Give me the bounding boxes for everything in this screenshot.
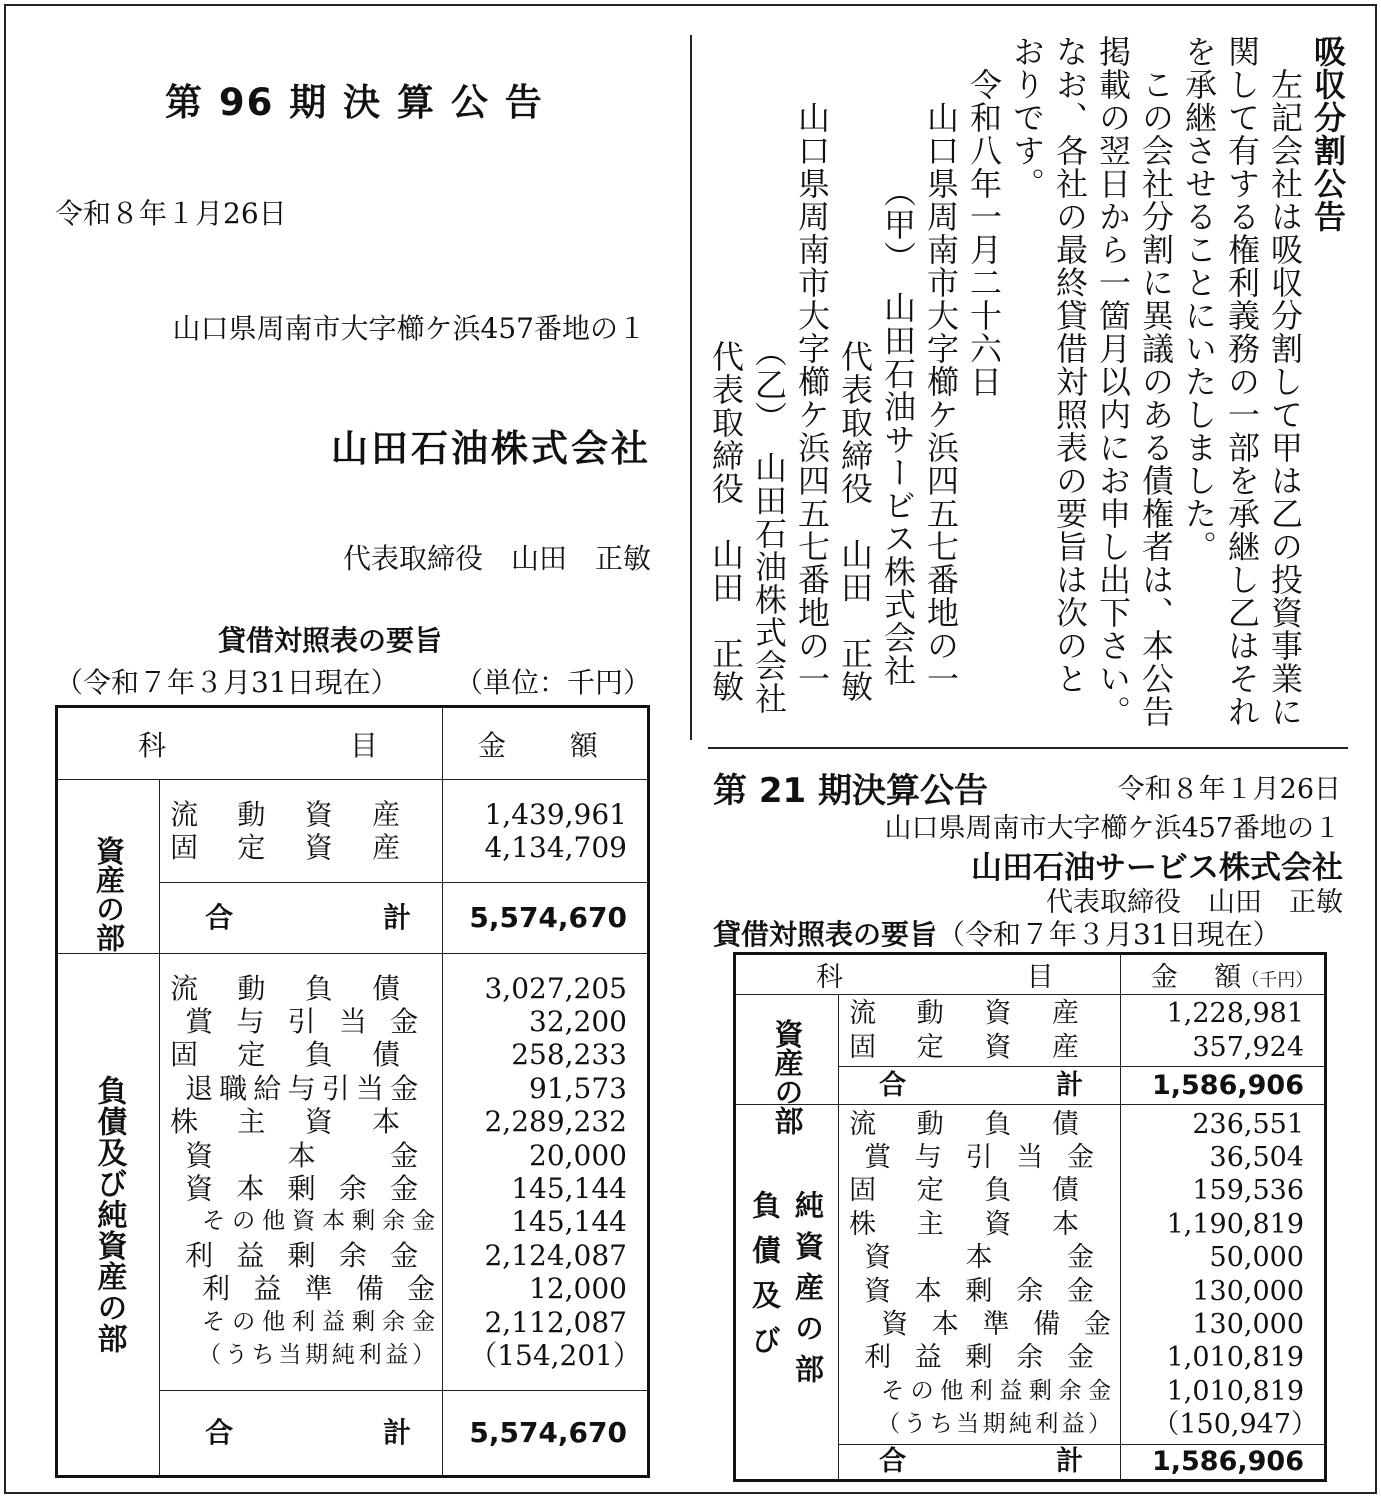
right-table-header-item-a: 科 bbox=[816, 962, 843, 993]
notice-rep-a: 代表取締役 山田 正敏 bbox=[836, 340, 874, 703]
assets-values bbox=[442, 780, 648, 883]
left-table-header-item-b: 目 bbox=[349, 728, 378, 762]
right-table-header-amount-a: 金 bbox=[1150, 962, 1178, 993]
right-table-liab-total-a: 合 bbox=[879, 1446, 907, 1478]
right-table-liab-label-b: 純資産の部 bbox=[791, 1189, 826, 1395]
assets-items bbox=[839, 995, 1121, 1067]
right-table-liabilities-1-label: 賞与引当金 bbox=[864, 1141, 1095, 1173]
notice-address-a: 山口県周南市大字櫛ケ浜四五七番地の一 bbox=[922, 101, 960, 695]
right-table-liabilities-5-value: 130,000 bbox=[1192, 1275, 1304, 1307]
right-table-assets-total: 1,586,906 bbox=[1151, 1069, 1304, 1101]
liabilities-section-label bbox=[735, 1105, 839, 1481]
right-table-liabilities-3-value: 1,190,819 bbox=[1166, 1208, 1304, 1240]
left-table-assets-total-a: 合 bbox=[205, 901, 234, 935]
header-item bbox=[57, 707, 443, 780]
liabilities-section-label bbox=[57, 954, 160, 1477]
section-divider bbox=[708, 747, 1348, 749]
left-table-assets-0-label: 流動資産 bbox=[170, 797, 401, 831]
left-balance-sheet bbox=[55, 705, 650, 1478]
right-table-liabilities-5-label: 資本剰余金 bbox=[864, 1275, 1095, 1307]
left-table-liab-total: 5,574,670 bbox=[469, 1416, 627, 1450]
assets-total-value bbox=[1120, 1067, 1325, 1105]
notice-line: なお、各社の最終貸借対照表の要旨は次のと bbox=[1051, 35, 1089, 695]
right-title: 第 21 期決算公告 bbox=[713, 771, 988, 811]
absorption-split-notice bbox=[704, 35, 1349, 735]
right-table-liabilities-6-value: 130,000 bbox=[1192, 1308, 1304, 1340]
left-table-assets-1-label: 固定資産 bbox=[170, 831, 401, 864]
liabilities-values bbox=[442, 954, 648, 1391]
notice-title: 吸収分割公告 bbox=[1309, 35, 1347, 233]
left-table-liabilities-0-label: 流動負債 bbox=[170, 971, 401, 1005]
left-table-assets-0-value: 1,439,961 bbox=[484, 797, 627, 831]
notice-line: おりです。 bbox=[1008, 35, 1046, 200]
liabilities-total-label bbox=[160, 1391, 443, 1477]
left-table-liabilities-2-label: 固定負債 bbox=[170, 1038, 401, 1072]
right-table-header-item-b: 目 bbox=[1026, 962, 1054, 993]
left-table-liabilities-8-label: 利益剰余金 bbox=[185, 1238, 419, 1272]
notice-line: 左記会社は吸収分割して甲は乙の投資事業に bbox=[1266, 68, 1304, 728]
left-table-liabilities-3-label: 退職給与引当金 bbox=[185, 1071, 419, 1105]
left-table-liabilities-6-value: 145,144 bbox=[511, 1172, 627, 1205]
left-table-liabilities-7-label: その他資本剰余金 bbox=[202, 1208, 436, 1235]
notice-line: この会社分割に異議のある債権者は、本公告 bbox=[1137, 68, 1175, 728]
left-table-assets-label: 資産の部 bbox=[92, 835, 127, 952]
left-table-liabilities-1-label: 賞与引当金 bbox=[185, 1005, 419, 1039]
right-table-liab-label-a: 負債及び bbox=[748, 1189, 783, 1370]
left-table-assets-1-value: 4,134,709 bbox=[484, 831, 627, 864]
header-amount bbox=[442, 707, 648, 780]
right-table-header-amount-b: 額 bbox=[1214, 962, 1242, 993]
notice-rep-b: 代表取締役 山田 正敏 bbox=[707, 340, 745, 703]
left-table-liabilities-7-value: 145,144 bbox=[511, 1205, 627, 1239]
right-table-liabilities-2-value: 159,536 bbox=[1192, 1175, 1304, 1207]
left-table-liabilities-8-value: 2,124,087 bbox=[484, 1238, 627, 1272]
left-table-liab-label: 負債及び純資産の部 bbox=[91, 1075, 127, 1354]
right-bs-date: （令和７年３月31日現在） bbox=[937, 918, 1281, 951]
right-table-assets-total-b: 計 bbox=[1056, 1069, 1084, 1101]
left-table-assets-total: 5,574,670 bbox=[469, 901, 627, 935]
left-table-header-amount-b: 額 bbox=[569, 728, 598, 762]
right-table-assets-0-label: 流動資産 bbox=[849, 998, 1080, 1030]
right-table-liab-total-b: 計 bbox=[1056, 1446, 1084, 1478]
left-table-liabilities-9-value: 12,000 bbox=[529, 1272, 627, 1306]
right-bs-title: 貸借対照表の要旨 bbox=[713, 918, 938, 951]
left-table-liabilities-5-value: 20,000 bbox=[529, 1138, 627, 1172]
left-table-liabilities-1-value: 32,200 bbox=[529, 1005, 627, 1039]
notice-line: 掲載の翌日から一箇月以内にお申し出下さい。 bbox=[1094, 35, 1132, 728]
left-company: 山田石油株式会社 bbox=[331, 427, 651, 470]
assets-values bbox=[1120, 995, 1325, 1067]
left-table-liabilities-4-label: 株主資本 bbox=[170, 1105, 401, 1139]
left-table-liabilities-10-value: 2,112,087 bbox=[484, 1305, 627, 1339]
right-table-assets-0-value: 1,228,981 bbox=[1166, 998, 1304, 1030]
right-table-liabilities-3-label: 株主資本 bbox=[849, 1208, 1080, 1240]
left-table-liabilities-11-value: （154,201） bbox=[469, 1338, 641, 1372]
right-table-assets-total-a: 合 bbox=[879, 1069, 907, 1101]
left-table-liabilities-2-value: 258,233 bbox=[511, 1038, 627, 1072]
left-table-liabilities-4-value: 2,289,232 bbox=[484, 1105, 627, 1139]
right-table-liabilities-8-value: 1,010,819 bbox=[1166, 1375, 1304, 1407]
assets-items bbox=[160, 780, 443, 883]
right-table-assets-1-value: 357,924 bbox=[1192, 1031, 1304, 1063]
left-representative: 代表取締役 山田 正敏 bbox=[342, 542, 651, 575]
right-table-liabilities-1-value: 36,504 bbox=[1209, 1141, 1304, 1173]
notice-line: 関して有する権利義務の一部を承継し乙はそれ bbox=[1223, 35, 1261, 728]
left-bs-date: （令和７年３月31日現在） bbox=[55, 666, 399, 699]
liabilities-total-value bbox=[442, 1391, 648, 1477]
header-item bbox=[735, 954, 1121, 995]
header-amount bbox=[1120, 954, 1325, 995]
right-table-liabilities-0-value: 236,551 bbox=[1192, 1108, 1304, 1140]
left-table-liab-total-a: 合 bbox=[205, 1416, 234, 1450]
column-divider bbox=[690, 35, 692, 740]
assets-section-label bbox=[735, 995, 839, 1135]
left-table-header-item-a: 科 bbox=[138, 728, 167, 762]
right-table-liabilities-4-value: 50,000 bbox=[1209, 1242, 1304, 1274]
right-balance-sheet bbox=[733, 952, 1327, 1482]
liabilities-items bbox=[160, 954, 443, 1391]
right-table-liab-total: 1,586,906 bbox=[1151, 1446, 1304, 1478]
liabilities-values bbox=[1120, 1105, 1325, 1445]
notice-line: を承継させることにいたしました。 bbox=[1180, 35, 1218, 563]
assets-total-label bbox=[160, 883, 443, 954]
left-table-assets-total-b: 計 bbox=[383, 901, 412, 935]
right-table-liabilities-9-value: （150,947） bbox=[1152, 1409, 1318, 1441]
right-table-liabilities-6-label: 資本準備金 bbox=[881, 1308, 1112, 1340]
right-date: 令和８年１月26日 bbox=[1117, 774, 1341, 805]
right-table-unit: （千円） bbox=[1241, 970, 1314, 991]
notice-company-b: （乙） 山田石油株式会社 bbox=[750, 335, 788, 715]
right-table-liabilities-7-value: 1,010,819 bbox=[1166, 1342, 1304, 1374]
assets-section-label bbox=[57, 780, 160, 954]
left-table-header-amount-a: 金 bbox=[477, 728, 506, 762]
left-table-liabilities-11-label: （うち当期純利益） bbox=[198, 1341, 436, 1368]
right-table-assets-1-label: 固定資産 bbox=[849, 1031, 1080, 1063]
left-table-liabilities-5-label: 資本金 bbox=[185, 1138, 419, 1172]
notice-company-a: （甲） 山田石油サービス株式会社 bbox=[879, 175, 917, 687]
right-table-liabilities-0-label: 流動負債 bbox=[849, 1108, 1080, 1140]
left-table-liabilities-10-label: その他利益剰余金 bbox=[202, 1308, 436, 1335]
left-title: 第 96 期 決 算 公 告 bbox=[165, 81, 544, 124]
left-bs-unit: （単位：千円） bbox=[454, 666, 651, 699]
right-table-liabilities-4-label: 資本金 bbox=[864, 1242, 1095, 1274]
left-table-liabilities-3-value: 91,573 bbox=[529, 1071, 627, 1105]
liabilities-total-value bbox=[1120, 1445, 1325, 1481]
right-table-liabilities-9-label: （うち当期純利益） bbox=[877, 1411, 1112, 1438]
liabilities-total-label bbox=[839, 1445, 1121, 1481]
notice-date: 令和八年一月二十六日 bbox=[965, 68, 1003, 398]
right-bs-heading bbox=[713, 913, 1281, 953]
assets-total-value bbox=[442, 883, 648, 954]
left-address: 山口県周南市大字櫛ケ浜457番地の１ bbox=[172, 312, 646, 345]
right-company: 山田石油サービス株式会社 bbox=[971, 850, 1343, 886]
right-address: 山口県周南市大字櫛ケ浜457番地の１ bbox=[884, 813, 1341, 844]
left-table-liab-total-b: 計 bbox=[383, 1416, 412, 1450]
left-table-liabilities-0-value: 3,027,205 bbox=[484, 971, 627, 1005]
right-table-liabilities-2-label: 固定負債 bbox=[849, 1175, 1080, 1207]
left-bs-title: 貸借対照表の要旨 bbox=[218, 624, 443, 657]
liabilities-items bbox=[839, 1105, 1121, 1445]
left-table-liabilities-6-label: 資本剰余金 bbox=[185, 1172, 419, 1205]
right-table-liabilities-8-label: その他利益剰余金 bbox=[881, 1377, 1112, 1404]
right-table-assets-label: 資産の部 bbox=[770, 1018, 805, 1135]
right-table-liabilities-7-label: 利益剰余金 bbox=[864, 1342, 1095, 1374]
notice-address-b: 山口県周南市大字櫛ケ浜四五七番地の一 bbox=[793, 101, 831, 695]
left-table-liabilities-9-label: 利益準備金 bbox=[202, 1272, 436, 1306]
assets-total-label bbox=[839, 1067, 1121, 1105]
left-date: 令和８年１月26日 bbox=[55, 197, 287, 230]
right-representative: 代表取締役 山田 正敏 bbox=[1046, 887, 1343, 918]
